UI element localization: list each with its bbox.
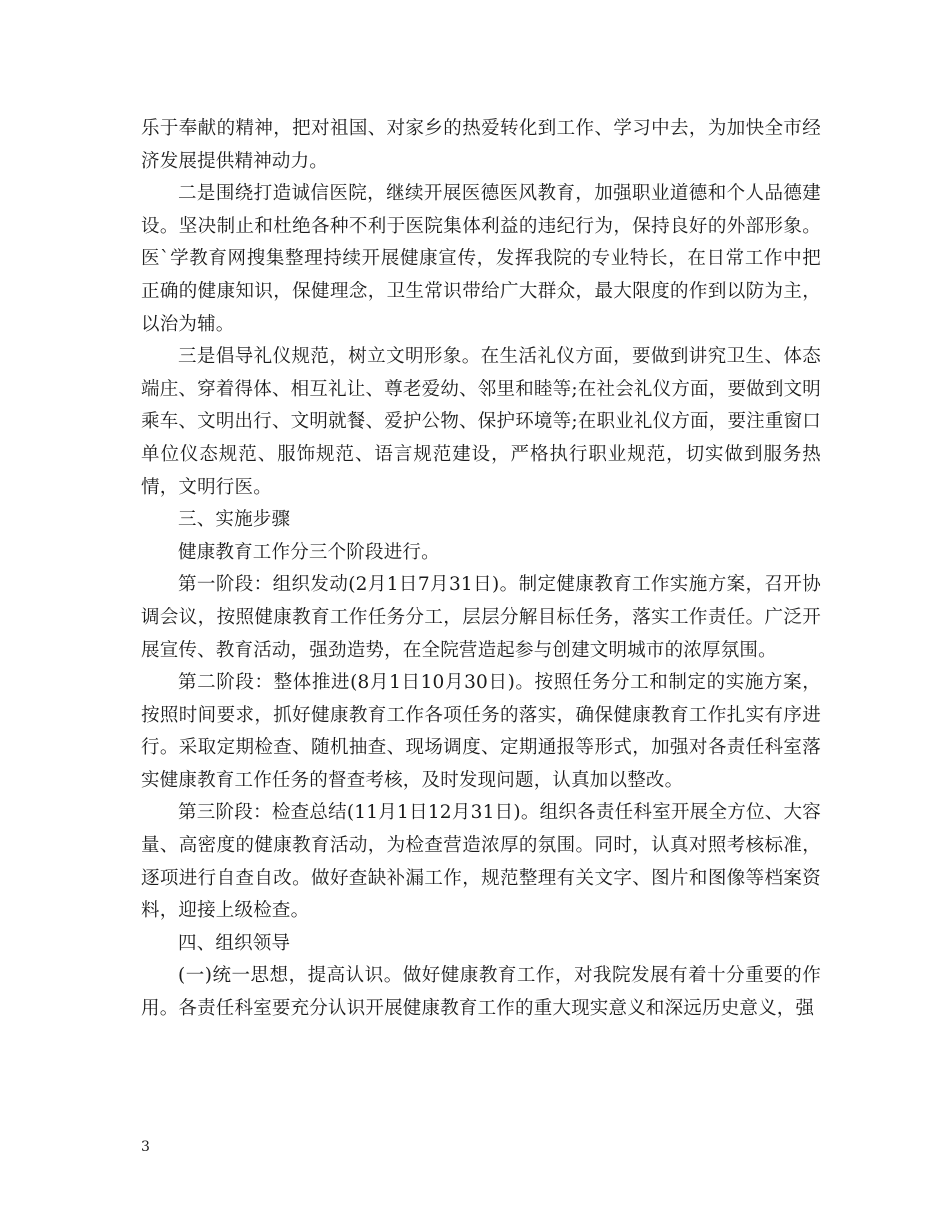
paragraph-2: 二是围绕打造诚信医院，继续开展医德医风教育，加强职业道德和个人品德建设。坚决制止和杜绝各种不利于医院集体利益的违纪行为，保持良好的外部形象。医`学教育网搜集整理持续开展健康宣传，发挥我院的专业特长，在日常工作中把正确的健康知识，保健理念，卫生常识带给广大群众，最大限度的作到以防为主，以治为辅。 bbox=[141, 183, 821, 335]
paragraph-1: 乐于奉献的精神，把对祖国、对家乡的热爱转化到工作、学习中去，为加快全市经济发展提供精神动力。 bbox=[141, 118, 821, 172]
paragraph-stage-3: 第三阶段：检查总结(11月1日12月31日)。组织各责任科室开展全方位、大容量、高密度的健康教育活动，为检查营造浓厚的氛围。同时，认真对照考核标准，逐项进行自查自改。做好查缺补漏工作，规范整理有关文字、图片和图像等档案资料，迎接上级检查。 bbox=[141, 802, 821, 922]
paragraph-5: 健康教育工作分三个阶段进行。 bbox=[178, 541, 440, 563]
section-heading-organization-leadership: 四、组织领导 bbox=[178, 932, 291, 954]
section-heading-implementation-steps: 三、实施步骤 bbox=[178, 509, 291, 531]
paragraph-stage-1: 第一阶段：组织发动(2月1日7月31日)。制定健康教育工作实施方案，召开协调会议，按照健康教育工作任务分工，层层分解目标任务，落实工作责任。广泛开展宣传、教育活动，强劲造势，在全院营造起参与创建文明城市的浓厚氛围。 bbox=[141, 574, 821, 661]
paragraph-10: (一)统一思想，提高认识。做好健康教育工作，对我院发展有着十分重要的作用。各责任科室要充分认识开展健康教育工作的重大现实意义和深远历史意义，强 bbox=[141, 965, 821, 1020]
paragraph-stage-2: 第二阶段：整体推进(8月1日10月30日)。按照任务分工和制定的实施方案，按照时间要求，抓好健康教育工作各项任务的落实，确保健康教育工作扎实有序进行。采取定期检查、随机抽查、现场调度、定期通报等形式，加强对各责任科室落实健康教育工作任务的督查考核，及时发现问题，认真加以整改。 bbox=[141, 672, 821, 791]
paragraph-3: 三是倡导礼仪规范，树立文明形象。在生活礼仪方面，要做到讲究卫生、体态端庄、穿着得体、相互礼让、尊老爱幼、邻里和睦等;在社会礼仪方面，要做到文明乘车、文明出行、文明就餐、爱护公物、保护环境等;在职业礼仪方面，要注重窗口单位仪态规范、服饰规范、语言规范建设，严格执行职业规范，切实做到服务热情，文明行医。 bbox=[141, 346, 821, 498]
page-number: 3 bbox=[141, 1139, 150, 1155]
document-body bbox=[141, 113, 821, 1026]
